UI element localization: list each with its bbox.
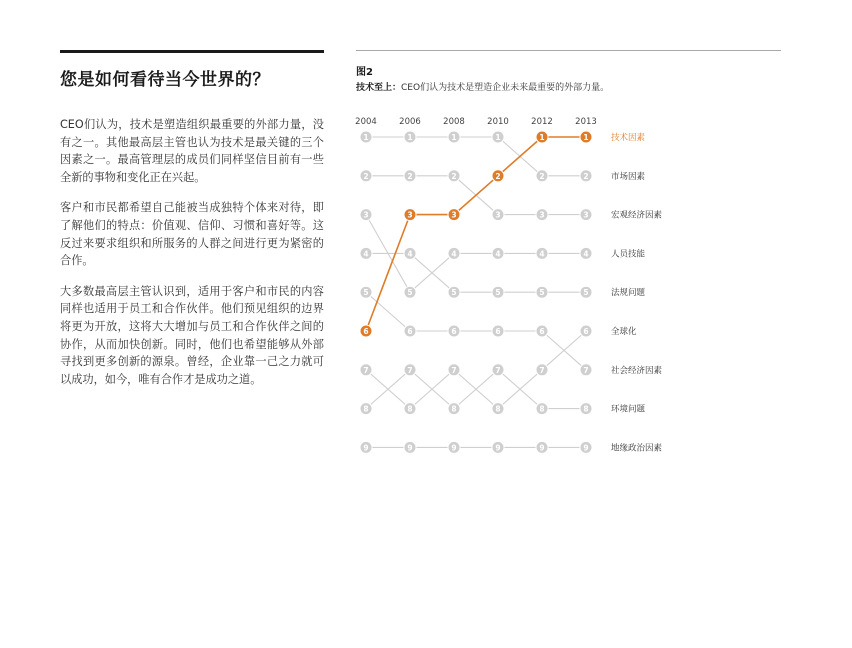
series-label-6: 社会经济因素 xyxy=(611,365,663,376)
series-2-rank-2013: 2 xyxy=(583,171,589,181)
series-label-4: 人员技能 xyxy=(611,249,646,260)
series-label-8: 环境问题 xyxy=(611,404,646,415)
year-label-2004: 2004 xyxy=(355,117,377,127)
series-6-rank-2006: 6 xyxy=(407,327,413,336)
figure-label: 图2 xyxy=(356,67,373,78)
series-1-rank-2012: 1 xyxy=(539,133,545,142)
year-label-2006: 2006 xyxy=(399,117,421,127)
series-6-rank-2004: 5 xyxy=(363,288,369,298)
series-4-rank-2004: 3 xyxy=(363,210,369,220)
series-2-rank-2010: 1 xyxy=(495,133,501,142)
series-8-rank-2010: 7 xyxy=(495,365,501,375)
series-6-rank-2013: 7 xyxy=(583,365,589,375)
series-line-1 xyxy=(366,137,589,331)
series-8-rank-2004: 8 xyxy=(363,404,369,414)
series-5-rank-2006: 4 xyxy=(407,249,413,259)
series-8-rank-2008: 8 xyxy=(451,404,457,414)
series-4-rank-2012: 4 xyxy=(539,249,545,259)
series-9-rank-2008: 9 xyxy=(451,443,457,453)
series-6-rank-2012: 6 xyxy=(539,327,545,336)
year-label-2013: 2013 xyxy=(575,117,597,127)
year-label-2008: 2008 xyxy=(443,117,465,127)
series-4-rank-2008: 4 xyxy=(451,249,457,259)
paragraph-2: 客户和市民都希望自己能被当成独特个体来对待，即了解他们的特点：价值观、信仰、习惯和喜好等。这反过来要求组织和所服务的人群之间进行更为紧密的合作。 xyxy=(60,201,324,268)
figure-caption-bold: 技术至上： xyxy=(356,83,402,93)
year-label-2010: 2010 xyxy=(487,117,509,127)
series-9-rank-2013: 9 xyxy=(583,443,589,453)
series-line-8 xyxy=(366,370,586,409)
series-4-rank-2006: 5 xyxy=(407,288,413,298)
series-labels xyxy=(611,132,663,453)
series-label-2: 市场因素 xyxy=(611,171,646,182)
figure-caption-text: CEO们认为技术是塑造企业未来最重要的外部力量。 xyxy=(401,83,610,93)
series-7-rank-2006: 8 xyxy=(407,404,413,414)
series-9-rank-2010: 9 xyxy=(495,443,501,453)
series-1-rank-2013: 1 xyxy=(583,133,589,142)
series-8-rank-2012: 8 xyxy=(539,404,545,414)
series-5-rank-2013: 5 xyxy=(583,288,589,298)
series-2-rank-2006: 1 xyxy=(407,133,413,142)
series-5-rank-2010: 5 xyxy=(495,288,501,298)
series-label-9: 地缘政治因素 xyxy=(611,443,663,454)
series-6-rank-2010: 6 xyxy=(495,327,501,336)
series-3-rank-2010: 3 xyxy=(495,210,501,220)
highlight-line-layer xyxy=(366,137,589,331)
series-9-rank-2004: 9 xyxy=(363,443,369,453)
series-7-rank-2004: 7 xyxy=(363,365,369,375)
series-9-rank-2006: 9 xyxy=(407,443,413,453)
page-title: 您是如何看待当今世界的？ xyxy=(60,70,270,90)
series-lines xyxy=(366,137,589,447)
series-7-rank-2010: 8 xyxy=(495,404,501,414)
series-5-rank-2012: 5 xyxy=(539,288,545,298)
series-4-rank-2010: 4 xyxy=(495,249,501,259)
series-3-rank-2008: 2 xyxy=(451,171,457,181)
series-3-rank-2006: 2 xyxy=(407,171,413,181)
series-1-rank-2004: 6 xyxy=(363,327,369,336)
highlight-marker-layer xyxy=(360,131,592,337)
series-label-3: 宏观经济因素 xyxy=(611,210,663,221)
series-7-rank-2013: 6 xyxy=(583,327,589,336)
series-3-rank-2013: 3 xyxy=(583,210,589,220)
series-line-6 xyxy=(366,292,589,370)
series-line-7 xyxy=(366,331,589,409)
series-8-rank-2006: 7 xyxy=(407,365,413,375)
paragraph-3: 大多数最高层主管认识到，适用于客户和市民的内容同样也适用于员工和合作伙伴。他们预见组织的边界将更为开放，这将大大增加与员工和合作伙伴之间的协作，从而加快创新。同时，他们也希望能够从外部寻找到更多创新的源泉。曾经，企业靠一己之力就可以成功，如今，唯有合作才是成功之道。 xyxy=(60,284,324,386)
series-9-rank-2012: 9 xyxy=(539,443,545,453)
paragraph-1: CEO们认为，技术是塑造组织最重要的外部力量，没有之一。其他最高层主管也认为技术是最关键的三个因素之一。最高管理层的成员们同样坚信目前有一些全新的事物和变化正在兴起。 xyxy=(60,118,324,184)
series-line-2 xyxy=(366,137,586,176)
series-label-7: 全球化 xyxy=(611,327,637,337)
series-3-rank-2004: 2 xyxy=(363,171,369,181)
series-2-rank-2008: 1 xyxy=(451,133,457,142)
series-5-rank-2004: 4 xyxy=(363,249,369,259)
series-8-rank-2013: 8 xyxy=(583,404,589,414)
series-1-rank-2010: 2 xyxy=(495,171,501,181)
series-label-1: 技术因素 xyxy=(611,133,646,143)
series-4-rank-2013: 4 xyxy=(583,249,589,259)
series-2-rank-2004: 1 xyxy=(363,133,369,142)
series-7-rank-2012: 7 xyxy=(539,365,545,375)
year-label-2012: 2012 xyxy=(531,117,553,127)
series-label-5: 法规问题 xyxy=(611,288,646,299)
series-1-rank-2006: 3 xyxy=(407,210,413,220)
series-2-rank-2012: 2 xyxy=(539,171,545,181)
series-3-rank-2012: 3 xyxy=(539,210,545,220)
series-5-rank-2008: 5 xyxy=(451,288,457,298)
series-1-rank-2008: 3 xyxy=(451,210,457,220)
series-6-rank-2008: 6 xyxy=(451,327,457,336)
series-7-rank-2008: 7 xyxy=(451,365,457,375)
